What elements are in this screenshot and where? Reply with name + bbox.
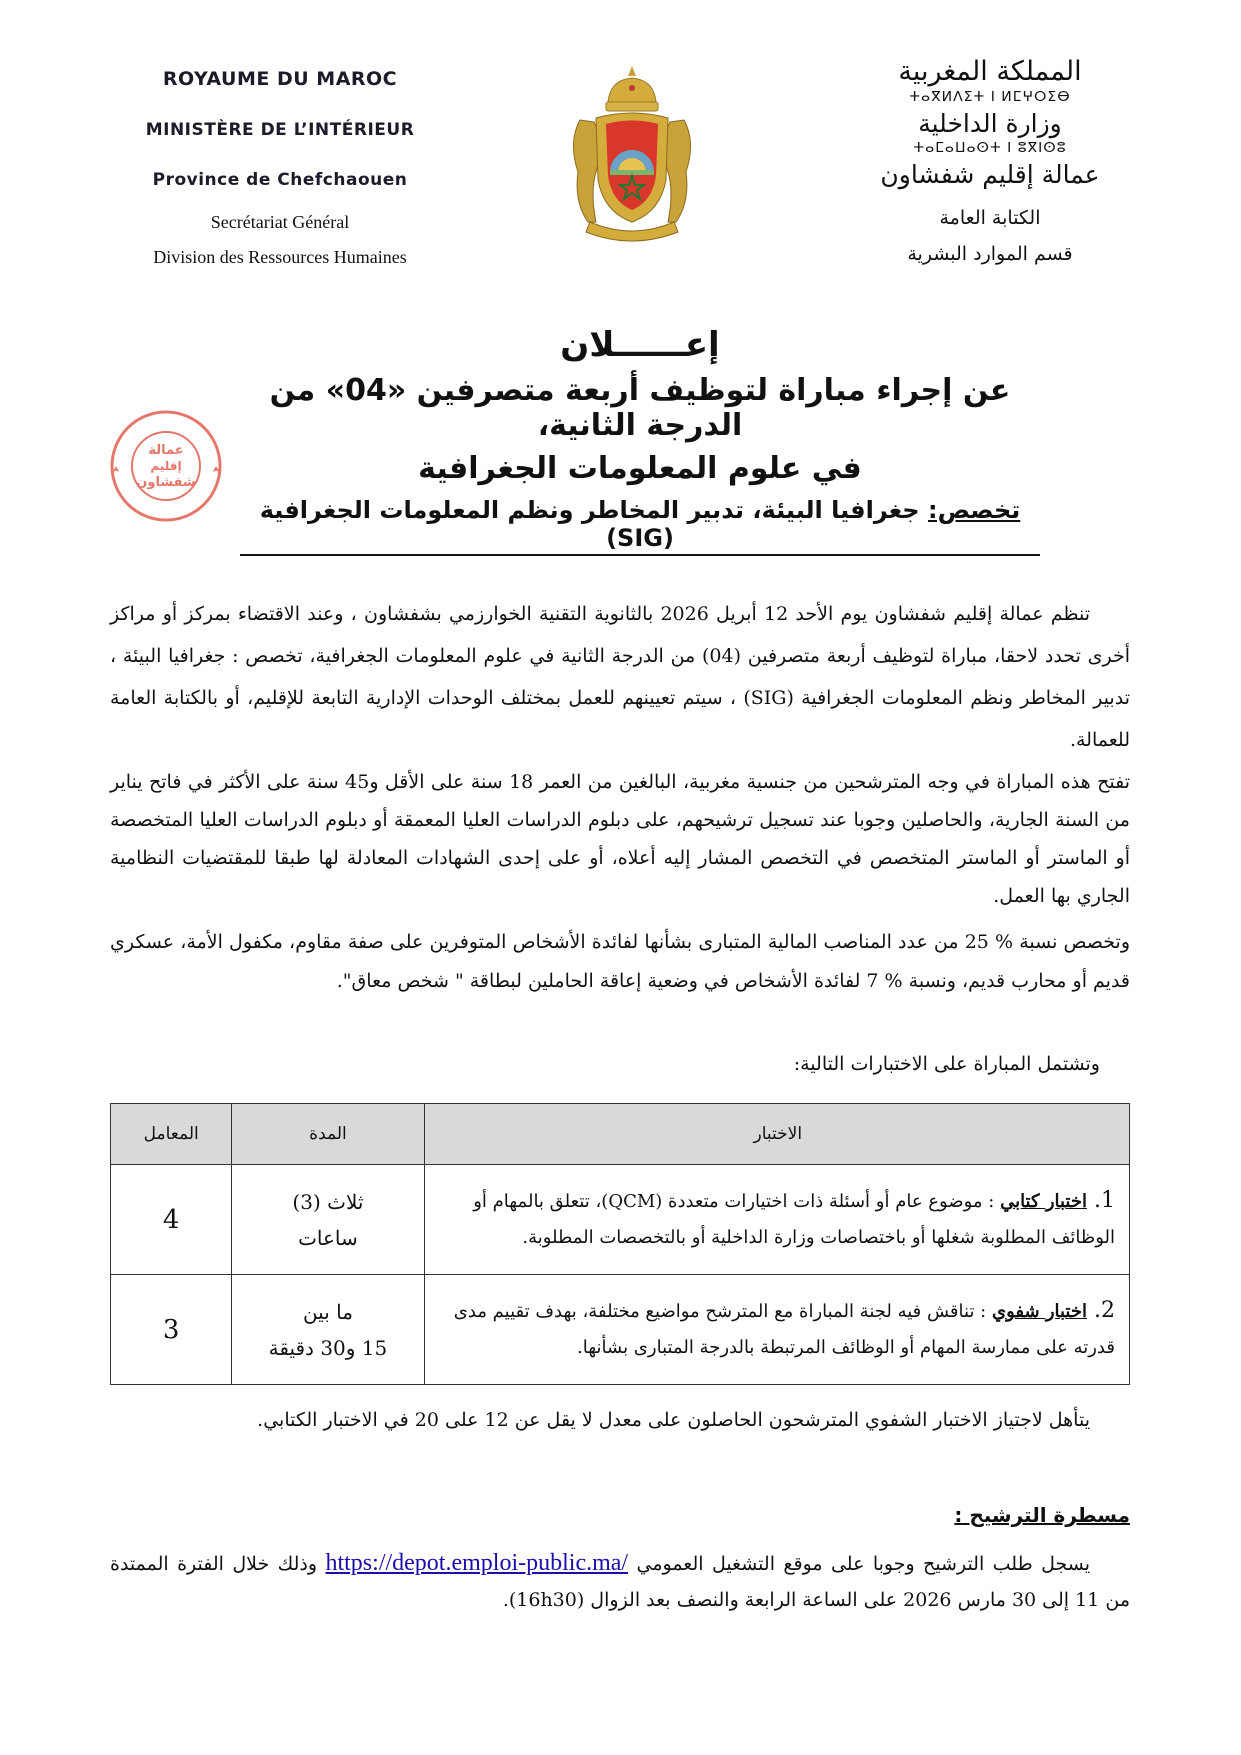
test-description: : موضوع عام أو أسئلة ذات اختيارات متعددة (QCM)، تتعلق بالمهام أو الوظائف المطلوبة شغلها أو باختصاصات وزارة الداخلية أو بالتخصصات المطلوبة. — [473, 1191, 1115, 1248]
specialization — [240, 496, 1040, 556]
announcement-heading: إعــــــلان — [560, 325, 720, 365]
paragraph-oral-qualification: يتأهل لاجتياز الاختبار الشفوي المترشحون الحاصلون على معدل لا يقل عن 12 على 20 في الاختبار الكتابي. — [257, 1409, 1090, 1431]
coat-of-arms-icon — [560, 62, 705, 247]
secretariat-ar: الكتابة العامة — [939, 207, 1041, 229]
test-cell: 2.اختبار شفوي : تناقش فيه لجنة المباراة مع المترشح مواضيع مختلفة، بهدف تقييم مدى قدرته على ممارسة المهام أو الوظائف المرتبطة بالدرجة المتبارى بشأنها. — [424, 1275, 1129, 1385]
coefficient-cell: 3 — [111, 1275, 232, 1385]
svg-text:إقليم: إقليم — [150, 459, 182, 473]
paragraph-organization: تنظم عمالة إقليم شفشاون يوم الأحد 12 أبريل 2026 بالثانوية التقنية الخوارزمي بشفشاون ، وعند الاقتضاء بمركز أو مراكز أخرى تحدد لاحقا، مباراة لتوظيف أربعة متصرفين (04) من الدرجة الثانية في علوم المعلومات الجغرافية، تخصص : جغرافيا البيئة ، تدبير المخاطر ونظم المعلومات الجغرافية (SIG) ، سيتم تعيينهم للعمل بمختلف الوحدات الإدارية التابعة للإقليم، أو بالكتابة العامة للعمالة. — [110, 603, 1130, 751]
specialization-label: تخصص: — [927, 496, 1021, 524]
paragraph-tests-intro: وتشتمل المباراة على الاختبارات التالية: — [793, 1053, 1100, 1075]
application-procedure-title: مسطرة الترشيح : — [954, 1503, 1130, 1527]
header-duration: المدة — [232, 1104, 424, 1165]
ministry-ar: وزارة الداخلية — [918, 109, 1062, 138]
header-coefficient: المعامل — [111, 1104, 232, 1165]
svg-text:شفشاون: شفشاون — [136, 475, 196, 490]
paragraph-application: يسجل طلب الترشيح وجوبا على موقع التشغيل العمومي https://depot.emploi-public.ma/ وذلك خلال الفترة الممتدة من 11 إلى 30 مارس 2026 على الساعة الرابعة والنصف بعد الزوال (16h30). — [110, 1550, 1130, 1611]
division-ar: قسم الموارد البشرية — [907, 243, 1073, 265]
header-french — [100, 60, 460, 268]
ministry-fr: MINISTÈRE DE L’INTÉRIEUR — [145, 120, 415, 140]
test-label: اختبار شفوي — [991, 1301, 1087, 1322]
duration-cell: ثلاث (3) ساعات — [232, 1165, 424, 1275]
kingdom-ar: المملكة المغربية — [898, 56, 1082, 87]
official-stamp-icon — [108, 408, 224, 524]
division-fr: Division des Ressources Humaines — [153, 247, 407, 267]
test-cell: 1.اختبار كتابي : موضوع عام أو أسئلة ذات اختيارات متعددة (QCM)، تتعلق بالمهام أو الوظائف المطلوبة شغلها أو باختصاصات وزارة الداخلية أو بالتخصصات المطلوبة. — [424, 1165, 1129, 1275]
duration-cell: ما بين 15 و30 دقيقة — [232, 1275, 424, 1385]
table-row — [111, 1275, 1130, 1385]
province-fr: Province de Chefchaouen — [152, 170, 408, 190]
svg-text:عمالة: عمالة — [148, 443, 184, 458]
table-row — [111, 1165, 1130, 1275]
coefficient-cell: 4 — [111, 1165, 232, 1275]
table-header-row — [111, 1104, 1130, 1165]
ministry-tifinagh: ⵜⴰⵎⴰⵡⴰⵙⵜ ⵏ ⵓⴳⵏⵙⵓ — [913, 140, 1067, 156]
paragraph-quotas: وتخصص نسبة % 25 من عدد المناصب المالية المتبارى بشأنها لفائدة الأشخاص المتوفرين على صفة مقاوم، مكفول الأمة، عسكري قديم أو محارب قديم، ونسبة % 7 لفائدة الأشخاص في وضعية إعاقة الحاملين لبطاقة " شخص معاق". — [110, 931, 1130, 992]
header-test: الاختبار — [424, 1104, 1129, 1165]
test-label: اختبار كتابي — [1000, 1191, 1087, 1212]
test-description: : تناقش فيه لجنة المباراة مع المترشح مواضيع مختلفة، بهدف تقييم مدى قدرته على ممارسة المهام أو الوظائف المرتبطة بالدرجة المتبارى بشأنها. — [453, 1301, 1115, 1358]
specialization-value: جغرافيا البيئة، تدبير المخاطر ونظم المعلومات الجغرافية (SIG) — [259, 496, 928, 552]
application-link[interactable]: https://depot.emploi-public.ma/ — [325, 1550, 629, 1576]
secretariat-fr: Secrétariat Général — [210, 212, 350, 232]
tests-table — [110, 1103, 1130, 1385]
title-line-1: عن إجراء مباراة لتوظيف أربعة متصرفين «04» من الدرجة الثانية، — [269, 373, 1011, 443]
paragraph-eligibility: تفتح هذه المباراة في وجه المترشحين من جنسية مغربية، البالغين من العمر 18 سنة على الأقل و45 سنة على الأكثر في فاتح يناير من السنة الجارية، والحاصلين وجوبا عند تسجيل ترشيحهم، على دبلوم الدراسات العليا المعمقة أو دبلوم الدراسات العليا المتخصصة أو الماستر أو الماستر المتخصص في التخصص المشار إليه أعلاه، أو على إحدى الشهادات المعادلة لها طبقا للمقتضيات النظامية الجاري بها العمل. — [110, 771, 1131, 907]
announcement-title — [240, 325, 1040, 556]
province-ar: عمالة إقليم شفشاون — [880, 160, 1100, 189]
kingdom-fr: ROYAUME DU MAROC — [162, 68, 398, 90]
title-line-2: في علوم المعلومات الجغرافية — [418, 451, 862, 486]
kingdom-tifinagh: ⵜⴰⴳⵍⴷⵉⵜ ⵏ ⵍⵎⵖⵔⵉⴱ — [909, 89, 1071, 105]
header-arabic — [830, 56, 1150, 265]
